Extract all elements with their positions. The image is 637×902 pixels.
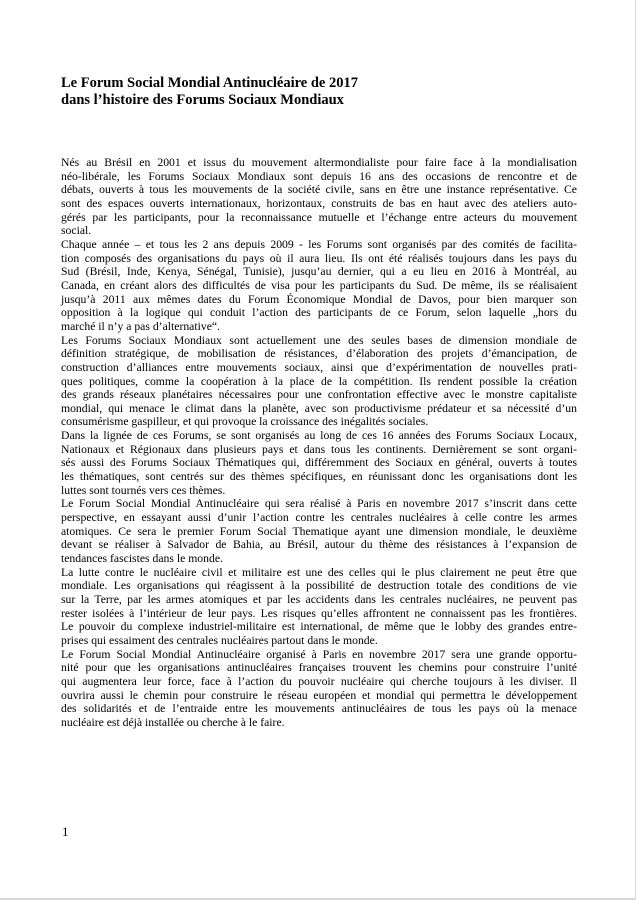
text-line: Les Forums Sociaux Mondiaux sont actuellement une des seules bases de dimension mondiale de [61,333,577,347]
text-line: des grands réseaux planétaires nécessaires pour une confrontation effective avec le monstre capitaliste [61,388,577,402]
text-line: jusqu’à 2011 aux mêmes dates du Forum Économique Mondial de Davos, pour bien marquer son [61,292,577,306]
text-line: ouvrira aussi le chemin pour construire le réseau européen et mondial qui permettra le développement [61,688,577,702]
text-line: luttes sont tournés vers ces thèmes. [61,483,226,497]
text-line: sur la Terre, par les armes atomiques et par les accidents dans les centrales nucléaires, ne peuvent pas [61,593,577,606]
text-line: des solidarités et de l’entraide entre les mouvements antinucléaires de tous les pays où la menace [61,702,577,716]
paragraph [61,429,577,497]
text-line: consumérisme gaspilleur, et qui provoque la croissance des inégalités sociales. [61,415,429,429]
paragraph [61,648,577,730]
text-line: tion composés des organisations du pays où il aura lieu. Ils ont été réalisés toujours dans les pays du [61,251,577,265]
text-line: les thématiques, sont centrés sur des thèmes spécifiques, en réunissant donc les organisations dont les [61,470,577,484]
text-line: tendances fascistes dans le monde. [61,552,223,566]
text-line: définition stratégique, de mobilisation de résistances, d’élaboration des projets d’émancipation, de [61,347,577,361]
text-line: construction d’alliances entre mouvements sociaux, ainsi que d’expérimentation de nouvelles prati- [61,360,577,374]
page-number: 1 [62,824,69,839]
text-line: devant se réaliser à Salvador de Bahia, au Brésil, autour du thème des résistances à l’expansion de [61,538,577,552]
title-line: Le Forum Social Mondial Antinucléaire de 2017 [61,75,358,91]
text-line: rester isolées à l’intérieur de leur pays. Les risques qu’elles affrontent ne connaissent pas les frontières. [61,606,577,620]
text-line: Canada, en créant alors des difficultés de visa pour les participants du Sud. De même, ils se réalisaient [61,278,577,292]
document-body [61,156,577,730]
text-line: gérés par les participants, pour la reconnaissance mutuelle et l’échange entre acteurs du mouvement [61,210,577,224]
text-line: Le Forum Social Mondial Antinucléaire qui sera réalisé à Paris en novembre 2017 s’inscrit dans cette [61,497,577,511]
text-line: Le Forum Social Mondial Antinucléaire organisé à Paris en novembre 2017 sera une grande opportu- [61,647,577,661]
text-line: social. [61,224,92,238]
text-line: mondiale. Les organisations qui réagissent à la possibilité de destruction totale des conditions de vie [61,579,577,593]
text-line: Nationaux et Régionaux dans plusieurs pays et dans tous les continents. Dernièrement se sont organi- [61,442,577,456]
text-line: Dans la lignée de ces Forums, se sont organisés au long de ces 16 années des Forums Sociaux Locaux, [61,429,577,443]
text-line: marché il n’y a pas d’alternative“. [61,319,221,333]
text-line: mondial, qui menace le climat dans la planète, avec son productivisme prédateur et sa nécessité d’un [61,401,577,415]
text-line: nité pour que les organisations antinucléaires françaises trouvent les chemins pour construire l’unité [61,661,577,675]
text-line: qui augmentera leur force, face à l’action du pouvoir nucléaire qui cherche toujours à les diviser. Il [61,674,577,688]
text-line: sont des espaces ouverts internationaux, horizontaux, construits de bas en haut avec des ateliers auto- [61,196,577,210]
title-line: dans l’histoire des Forums Sociaux Mondiaux [61,92,344,108]
text-line: opposition à la logique qui conduit l’action des participants de ce Forum, selon laquelle „hors du [61,306,577,320]
text-line: prises qui essaiment des centrales nucléaires partout dans le monde. [61,633,378,647]
text-line: atomiques. Ce sera le premier Forum Social Thematique ayant une dimension mondiale, le deuxième [61,524,577,538]
text-line: Nés au Brésil en 2001 et issus du mouvement altermondialiste pour faire face à la mondialisation [61,156,577,169]
paragraph [61,156,577,238]
text-line: Chaque année – et tous les 2 ans depuis 2009 - les Forums sont organisés par des comités de facilita- [61,237,577,251]
text-line: perspective, en essayant aussi d’unir l’action contre les centrales nucléaires à celle contre les armes [61,511,577,525]
text-line: La lutte contre le nucléaire civil et militaire est une des celles qui le plus clairement ne peut être que [61,565,577,579]
text-line: ques politiques, comme la coopération à la place de la compétition. Ils rendent possible la création [61,374,577,388]
paragraph [61,238,577,334]
paragraph [61,334,577,430]
document-title [61,75,581,109]
paragraph [61,497,577,565]
text-line: Le pouvoir du complexe industriel-militaire est international, de même que le lobby des grandes entre- [61,620,577,634]
paragraph [61,566,577,648]
text-line: Sud (Brésil, Inde, Kenya, Sénégal, Tunisie), jusqu’au dernier, qui a eu lieu en 2016 à Montréal, au [61,265,577,279]
text-line: sés aussi des Forums Sociaux Thématiques qui, différemment des Sociaux en général, ouverts à toutes [61,456,577,470]
text-line: nucléaire est déjà installée ou cherche à le faire. [61,715,285,729]
text-line: néo-libérale, les Forums Sociaux Mondiaux sont depuis 16 ans des occasions de rencontre et de [61,169,577,183]
text-line: débats, ouverts à tous les mouvements de la société civile, sans en être une instance représentative. Ce [61,183,577,197]
